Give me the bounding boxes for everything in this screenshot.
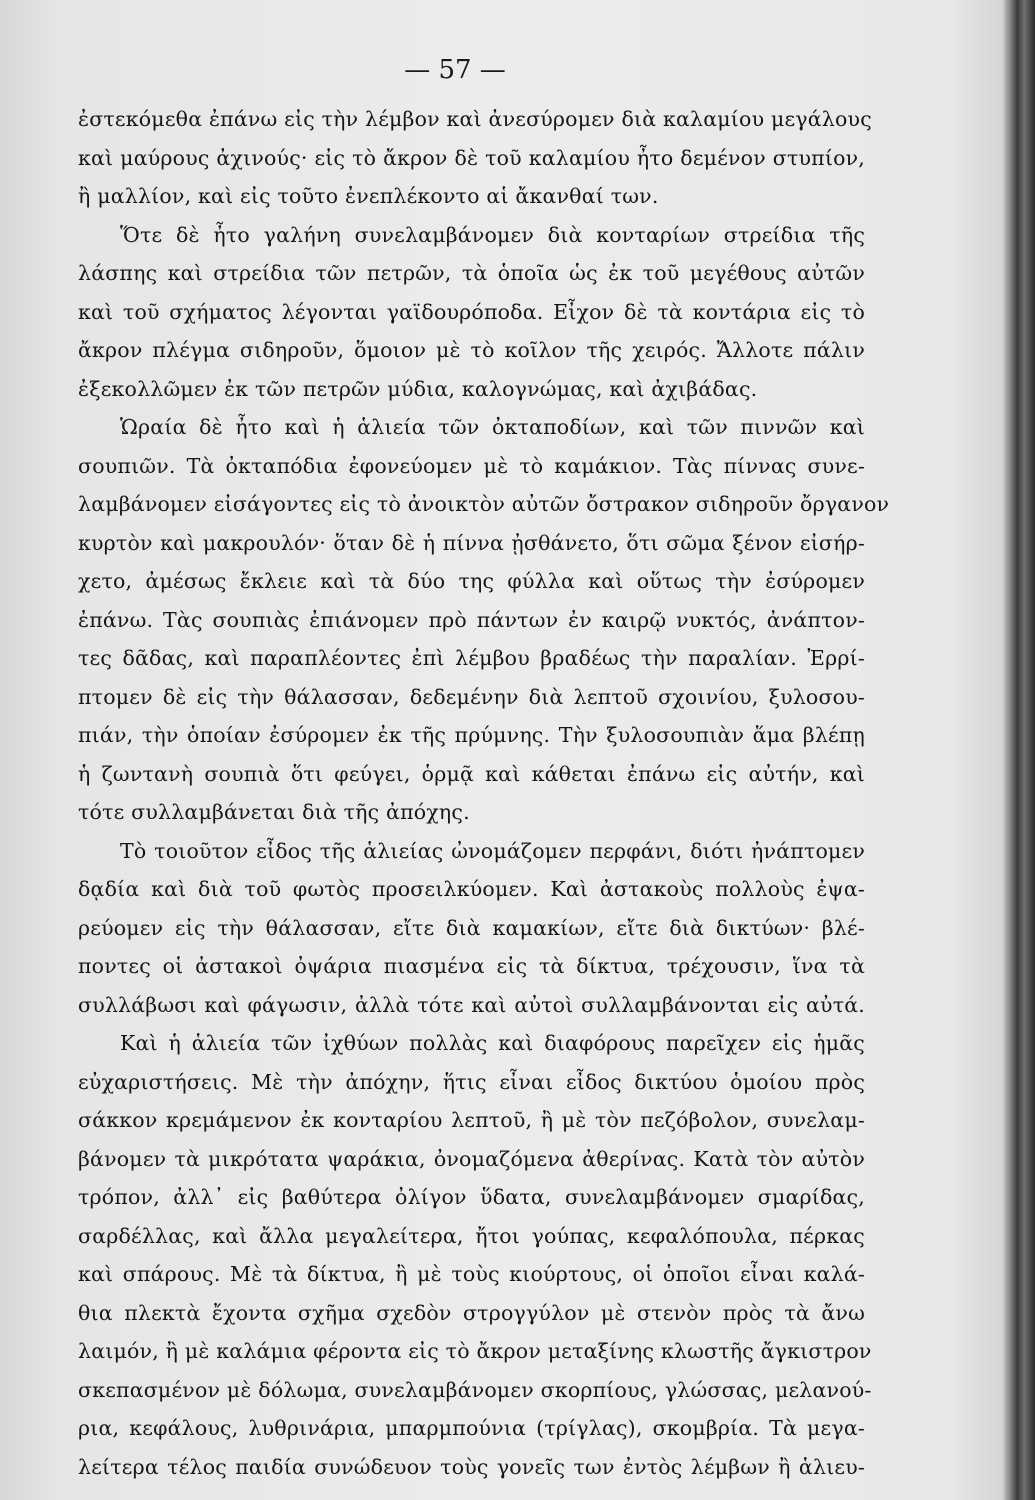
text-line: σουπιῶν. Τὰ ὀκταπόδια ἐφονεύομεν μὲ τὸ καμάκιον. Τὰς πίννας συνε- — [78, 453, 865, 478]
text-line: Ὅτε δὲ ἦτο γαλήνη συνελαμβάνομεν διὰ κονταρίων στρείδια τῆς — [120, 222, 865, 247]
text-line: πιάν, τὴν ὁποίαν ἐσύρομεν ἐκ τῆς πρύμνης. Τὴν ξυλοσουπιὰν ἅμα βλέπῃ — [78, 723, 865, 747]
text-line: καὶ τοῦ σχήματος λέγονται γαϊδουρόποδα. Εἶχον δὲ τὰ κοντάρια εἰς τὸ — [78, 299, 865, 324]
text-line: σάκκον κρεμάμενον ἐκ κονταρίου λεπτοῦ, ἢ μὲ τὸν πεζόβολον, συνελαμ- — [78, 1108, 865, 1132]
text-line: σκεπασμένον μὲ δόλωμα, συνελαμβάνομεν σκορπίους, γλώσσας, μελανού- — [78, 1377, 872, 1402]
text-line: καὶ σπάρους. Μὲ τὰ δίκτυα, ἢ μὲ τοὺς κιούρτους, οἱ ὁποῖοι εἶναι καλά- — [78, 1262, 865, 1286]
text-line: ποντες οἱ ἀστακοὶ ὀψάρια πιασμένα εἰς τὰ δίκτυα, τρέχουσιν, ἵνα τὰ — [78, 954, 865, 978]
text-line: ἐπάνω. Τὰς σουπιὰς ἐπιάνομεν πρὸ πάντων ἐν καιρῷ νυκτός, ἀνάπτον- — [78, 607, 865, 632]
text-line: ἐστεκόμεθα ἐπάνω εἰς τὴν λέμβον καὶ ἀνεσύρομεν διὰ καλαμίου μεγάλους — [78, 107, 872, 131]
text-line: Ὡραία δὲ ἦτο καὶ ἡ ἁλιεία τῶν ὀκταποδίων, καὶ τῶν πιννῶν καὶ — [120, 415, 865, 439]
text-line: σαρδέλλας, καὶ ἄλλα μεγαλείτερα, ἤτοι γούπας, κεφαλόπουλα, πέρκας — [78, 1223, 865, 1248]
text-line: χετο, ἀμέσως ἔκλειε καὶ τὰ δύο της φύλλα καὶ οὕτως τὴν ἐσύρομεν — [78, 569, 865, 593]
text-line: λάσπης καὶ στρείδια τῶν πετρῶν, τὰ ὁποῖα ὡς ἐκ τοῦ μεγέθους αὐτῶν — [78, 261, 865, 285]
text-line: θια πλεκτὰ ἔχοντα σχῆμα σχεδὸν στρογγύλον μὲ στενὸν πρὸς τὰ ἄνω — [78, 1300, 865, 1325]
text-line: ρια, κεφάλους, λυθρινάρια, μπαρμπούνια (τρίγλας), σκομβρία. Τὰ μεγα- — [78, 1416, 865, 1440]
text-line: καὶ μαύρους ἀχινούς· εἰς τὸ ἄκρον δὲ τοῦ καλαμίου ἦτο δεμένον στυπίον, — [78, 145, 865, 170]
text-line: λαιμόν, ἢ μὲ καλάμια φέροντα εἰς τὸ ἄκρον μεταξίνης κλωστῆς ἄγκιστρον — [78, 1339, 872, 1363]
text-line: λαμβάνομεν εἰσάγοντες εἰς τὸ ἀνοικτὸν αὐτῶν ὄστρακον σιδηροῦν ὄργανον — [78, 492, 890, 516]
text-line: ἐξεκολλῶμεν ἐκ τῶν πετρῶν μύδια, καλογνώμας, καὶ ἀχιβάδας. — [78, 376, 758, 401]
text-line: δᾳδία καὶ διὰ τοῦ φωτὸς προσειλκύομεν. Καὶ ἀστακοὺς πολλοὺς ἐψα- — [78, 877, 865, 901]
text-line: Καὶ ἡ ἁλιεία τῶν ἰχθύων πολλὰς καὶ διαφόρους παρεῖχεν εἰς ἡμᾶς — [120, 1031, 865, 1055]
page-number: — 57 — — [404, 55, 506, 85]
text-line: ἡ ζωντανὴ σουπιὰ ὅτι φεύγει, ὁρμᾷ καὶ κάθεται ἐπάνω εἰς αὐτήν, καὶ — [78, 761, 865, 786]
text-line: λείτερα τέλος παιδία συνώδευον τοὺς γονεῖς των ἐντὸς λέμβων ἢ ἁλιευ- — [78, 1454, 865, 1479]
text-line: πτομεν δὲ εἰς τὴν θάλασσαν, δεδεμένην διὰ λεπτοῦ σχοινίου, ξυλοσου- — [78, 684, 865, 709]
body-text — [78, 100, 890, 1486]
text-line: βάνομεν τὰ μικρότατα ψαράκια, ὀνομαζόμενα ἀθερίνας. Κατὰ τὸν αὐτὸν — [78, 1146, 865, 1171]
text-line: εὐχαριστήσεις. Μὲ τὴν ἀπόχην, ἥτις εἶναι εἶδος δικτύου ὁμοίου πρὸς — [78, 1069, 865, 1094]
text-line: ἢ μαλλίον, καὶ εἰς τοῦτο ἐνεπλέκοντο αἱ ἄκανθαί των. — [78, 184, 659, 208]
text-line: ἄκρον πλέγμα σιδηροῦν, ὅμοιον μὲ τὸ κοῖλον τῆς χειρός. Ἄλλοτε πάλιν — [78, 338, 865, 362]
text-line: συλλάβωσι καὶ φάγωσιν, ἀλλὰ τότε καὶ αὐτοὶ συλλαμβάνονται εἰς αὐτά. — [78, 992, 865, 1017]
book-spine — [1008, 0, 1035, 1500]
text-line: κυρτὸν καὶ μακρουλόν· ὅταν δὲ ἡ πίννα ᾐσθάνετο, ὅτι σῶμα ξένον εἰσήρ- — [78, 530, 865, 555]
text-line: ρεύομεν εἰς τὴν θάλασσαν, εἴτε διὰ καμακίων, εἴτε διὰ δικτύων· βλέ- — [78, 915, 865, 940]
text-line: Τὸ τοιοῦτον εἶδος τῆς ἁλιείας ὠνομάζομεν περφάνι, διότι ἠνάπτομεν — [120, 838, 865, 863]
text-line: τες δᾶδας, καὶ παραπλέοντες ἐπὶ λέμβου βραδέως τὴν παραλίαν. Ἐρρί- — [78, 646, 865, 670]
text-line: τρόπον, ἀλλ᾽ εἰς βαθύτερα ὀλίγον ὕδατα, συνελαμβάνομεν σμαρίδας, — [78, 1185, 865, 1209]
text-line: τότε συλλαμβάνεται διὰ τῆς ἀπόχης. — [78, 800, 470, 824]
